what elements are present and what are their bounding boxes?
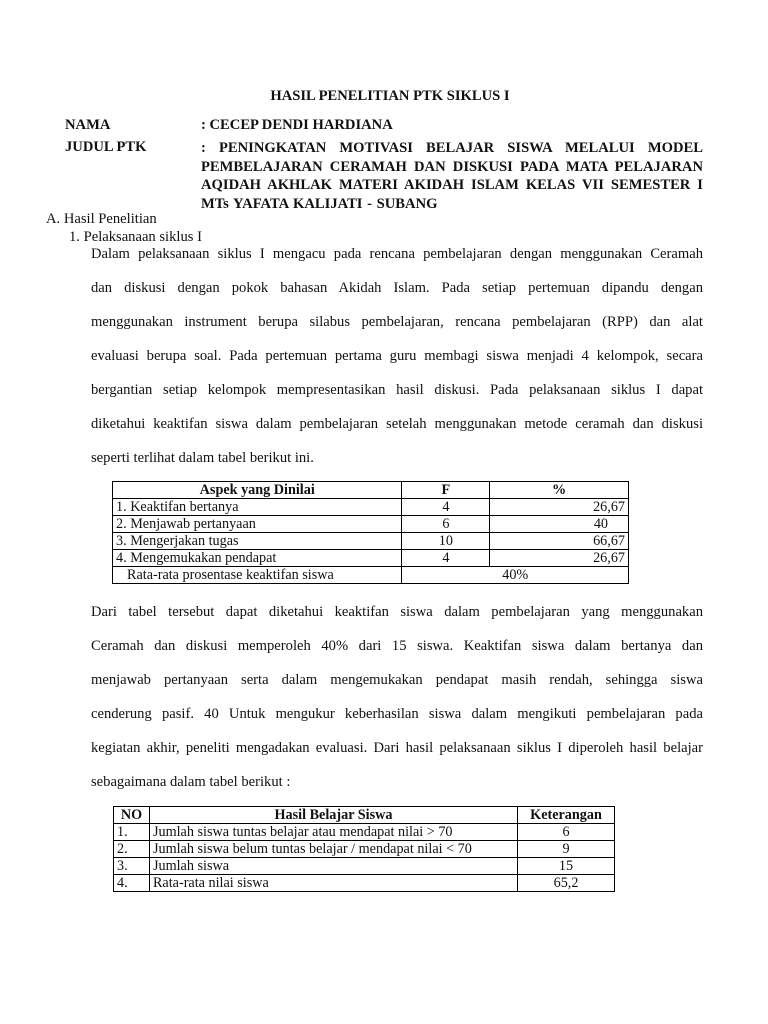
table-cell: Rata-rata nilai siswa <box>149 875 517 892</box>
paragraph-line: Ceramah dan diskusi memperoleh 40% dari 15 siswa. Keaktifan siswa dalam bertanya dan <box>91 638 703 654</box>
table-cell: 6 <box>402 516 490 533</box>
table-row <box>113 533 629 550</box>
judul-value <box>201 139 703 213</box>
table-row <box>113 550 629 567</box>
keaktifan-table <box>112 481 629 584</box>
table-row <box>114 858 615 875</box>
table-header-cell: NO <box>114 807 150 824</box>
paragraph-line: evaluasi berupa soal. Pada pertemuan pertama guru membagi siswa menjadi 4 kelompok, secara <box>91 348 703 364</box>
table-header-cell: Keterangan <box>518 807 615 824</box>
table-cell: 2. Menjawab pertanyaan <box>113 516 402 533</box>
subsection-heading: 1. Pelaksanaan siklus I <box>69 229 202 245</box>
table-cell: Jumlah siswa <box>149 858 517 875</box>
table-header-row <box>114 807 615 824</box>
paragraph-line: dan diskusi dengan pokok bahasan Akidah Islam. Pada setiap pertemuan dipandu dengan <box>91 280 703 296</box>
table-footer-row <box>113 567 629 584</box>
table-row <box>113 499 629 516</box>
judul-line: AQIDAH AKHLAK MATERI AKIDAH ISLAM KELAS VII SEMESTER I <box>201 177 703 194</box>
table-cell: 65,2 <box>518 875 615 892</box>
table-header-cell: Aspek yang Dinilai <box>113 482 402 499</box>
table-footer-value: 40% <box>402 567 629 584</box>
table-cell: 1. <box>114 824 150 841</box>
table-row <box>114 875 615 892</box>
paragraph-line: bergantian setiap kelompok mempresentasikan hasil diskusi. Pada pelaksanaan siklus I dapat <box>91 382 703 398</box>
table-cell: 4. <box>114 875 150 892</box>
page-title: HASIL PENELITIAN PTK SIKLUS I <box>270 88 510 104</box>
table-cell: 3. <box>114 858 150 875</box>
table-header-cell: F <box>402 482 490 499</box>
table-cell: 1. Keaktifan bertanya <box>113 499 402 516</box>
table-cell: 26,67 <box>490 499 629 516</box>
table-cell: 40 <box>490 516 629 533</box>
table-header-cell: Hasil Belajar Siswa <box>149 807 517 824</box>
table-header-cell: % <box>490 482 629 499</box>
table-cell: 26,67 <box>490 550 629 567</box>
judul-line: PEMBELAJARAN CERAMAH DAN DISKUSI PADA MATA PELAJARAN <box>201 158 703 175</box>
table-cell: 15 <box>518 858 615 875</box>
paragraph-line: diketahui keaktifan siswa dalam pembelajaran setelah menggunakan metode ceramah dan diskusi <box>91 416 703 432</box>
table-header-row <box>113 482 629 499</box>
table-footer-label: Rata-rata prosentase keaktifan siswa <box>113 567 402 584</box>
paragraph-line: cenderung pasif. 40 Untuk mengukur keberhasilan siswa dalam mengikuti pembelajaran pada <box>91 706 703 722</box>
paragraph-line: kegiatan akhir, peneliti mengadakan evaluasi. Dari hasil pelaksanaan siklus I diperoleh hasil belajar <box>91 740 703 756</box>
table-row <box>113 516 629 533</box>
paragraph-line: menggunakan instrument berupa silabus pembelajaran, rencana pembelajaran (RPP) dan alat <box>91 314 703 330</box>
paragraph-line: seperti terlihat dalam tabel berikut ini. <box>91 450 314 466</box>
table-row <box>114 841 615 858</box>
judul-label: JUDUL PTK <box>65 139 147 155</box>
judul-line: : PENINGKATAN MOTIVASI BELAJAR SISWA MELALUI MODEL <box>201 140 703 156</box>
nama-value: : CECEP DENDI HARDIANA <box>201 117 393 133</box>
paragraph-line: Dalam pelaksanaan siklus I mengacu pada rencana pembelajaran dengan menggunakan Ceramah <box>91 246 703 262</box>
paragraph-line: sebagaimana dalam tabel berikut : <box>91 774 291 790</box>
table-cell: 3. Mengerjakan tugas <box>113 533 402 550</box>
paragraph-line: Dari tabel tersebut dapat diketahui keaktifan siswa dalam pembelajaran yang menggunakan <box>91 604 703 620</box>
table-cell: Jumlah siswa tuntas belajar atau mendapat nilai > 70 <box>149 824 517 841</box>
table-cell: 10 <box>402 533 490 550</box>
nama-label: NAMA <box>65 117 111 133</box>
judul-line: MTs YAFATA KALIJATI - SUBANG <box>201 195 438 212</box>
table-row <box>114 824 615 841</box>
table-cell: 4 <box>402 499 490 516</box>
table-cell: 4. Mengemukakan pendapat <box>113 550 402 567</box>
paragraph-line: menjawab pertanyaan serta dalam mengemukakan pendapat masih rendah, sehingga siswa <box>91 672 703 688</box>
table-cell: 6 <box>518 824 615 841</box>
table-cell: 2. <box>114 841 150 858</box>
table-cell: 4 <box>402 550 490 567</box>
table-cell: 66,67 <box>490 533 629 550</box>
table-cell: Jumlah siswa belum tuntas belajar / mendapat nilai < 70 <box>149 841 517 858</box>
section-heading: A. Hasil Penelitian <box>46 211 157 227</box>
table-cell: 9 <box>518 841 615 858</box>
hasil-belajar-table <box>113 806 615 892</box>
